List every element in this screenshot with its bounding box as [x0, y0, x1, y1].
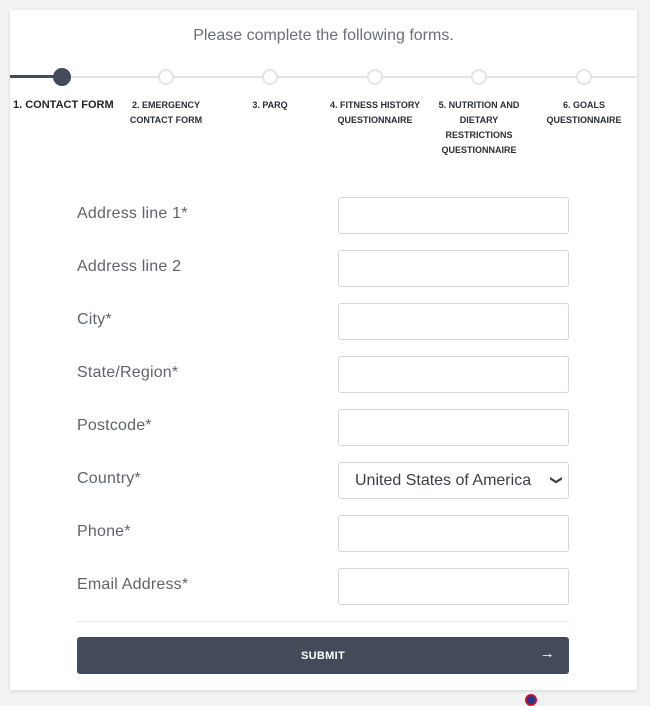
phone-row: [77, 515, 569, 568]
step-2-dot[interactable]: [158, 69, 174, 85]
address-line-1-label: Address line 1*: [77, 205, 188, 222]
arrow-right-icon: →: [539, 645, 555, 662]
country-selected-value: United States of America: [355, 471, 532, 489]
step-1-dot[interactable]: [53, 68, 71, 86]
address-line-2-input[interactable]: [338, 250, 569, 287]
form-divider: [77, 621, 569, 622]
address-line-2-row: [77, 250, 569, 303]
email-row: [77, 568, 569, 621]
postcode-row: [77, 409, 569, 462]
state-region-label: State/Region*: [77, 364, 179, 381]
address-line-1-row: [77, 197, 569, 250]
step-4-dot[interactable]: [367, 69, 383, 85]
step-5-label[interactable]: 5. NUTRITION AND DIETARY RESTRICTIONS QUESTIONNAIRE: [438, 100, 520, 155]
phone-label: Phone*: [77, 523, 131, 540]
submit-button[interactable]: [77, 637, 569, 674]
city-input[interactable]: [338, 303, 569, 340]
step-3-dot[interactable]: [262, 69, 278, 85]
phone-input[interactable]: [338, 515, 569, 552]
postcode-label: Postcode*: [77, 417, 152, 434]
country-label: Country*: [77, 470, 141, 487]
stepper-track: [10, 76, 637, 78]
email-label: Email Address*: [77, 576, 189, 593]
submit-label: SUBMIT: [301, 649, 345, 662]
country-select[interactable]: [338, 462, 569, 499]
step-2-label[interactable]: 2. EMERGENCY CONTACT FORM: [129, 100, 203, 125]
postcode-input[interactable]: [338, 409, 569, 446]
step-6-dot[interactable]: [576, 69, 592, 85]
step-1-label[interactable]: 1. CONTACT FORM: [13, 99, 114, 111]
email-input[interactable]: [338, 568, 569, 605]
intro-text: Please complete the following forms.: [193, 27, 454, 44]
chevron-down-icon: ❯: [549, 474, 564, 486]
step-6-label[interactable]: 6. GOALS QUESTIONNAIRE: [546, 100, 622, 125]
step-5-dot[interactable]: [471, 69, 487, 85]
city-label: City*: [77, 311, 112, 328]
state-region-row: [77, 356, 569, 409]
address-line-1-input[interactable]: [338, 197, 569, 234]
country-row: [77, 462, 569, 515]
contact-form: [77, 197, 569, 621]
step-3-label[interactable]: 3. PARQ: [252, 100, 288, 110]
state-region-input[interactable]: [338, 356, 569, 393]
city-row: [77, 303, 569, 356]
contact-form-card: [10, 10, 637, 690]
uk-flag-icon[interactable]: [525, 694, 537, 706]
address-line-2-label: Address line 2: [77, 258, 182, 275]
form-stepper: [10, 68, 637, 168]
step-4-label[interactable]: 4. FITNESS HISTORY QUESTIONNAIRE: [329, 100, 421, 125]
